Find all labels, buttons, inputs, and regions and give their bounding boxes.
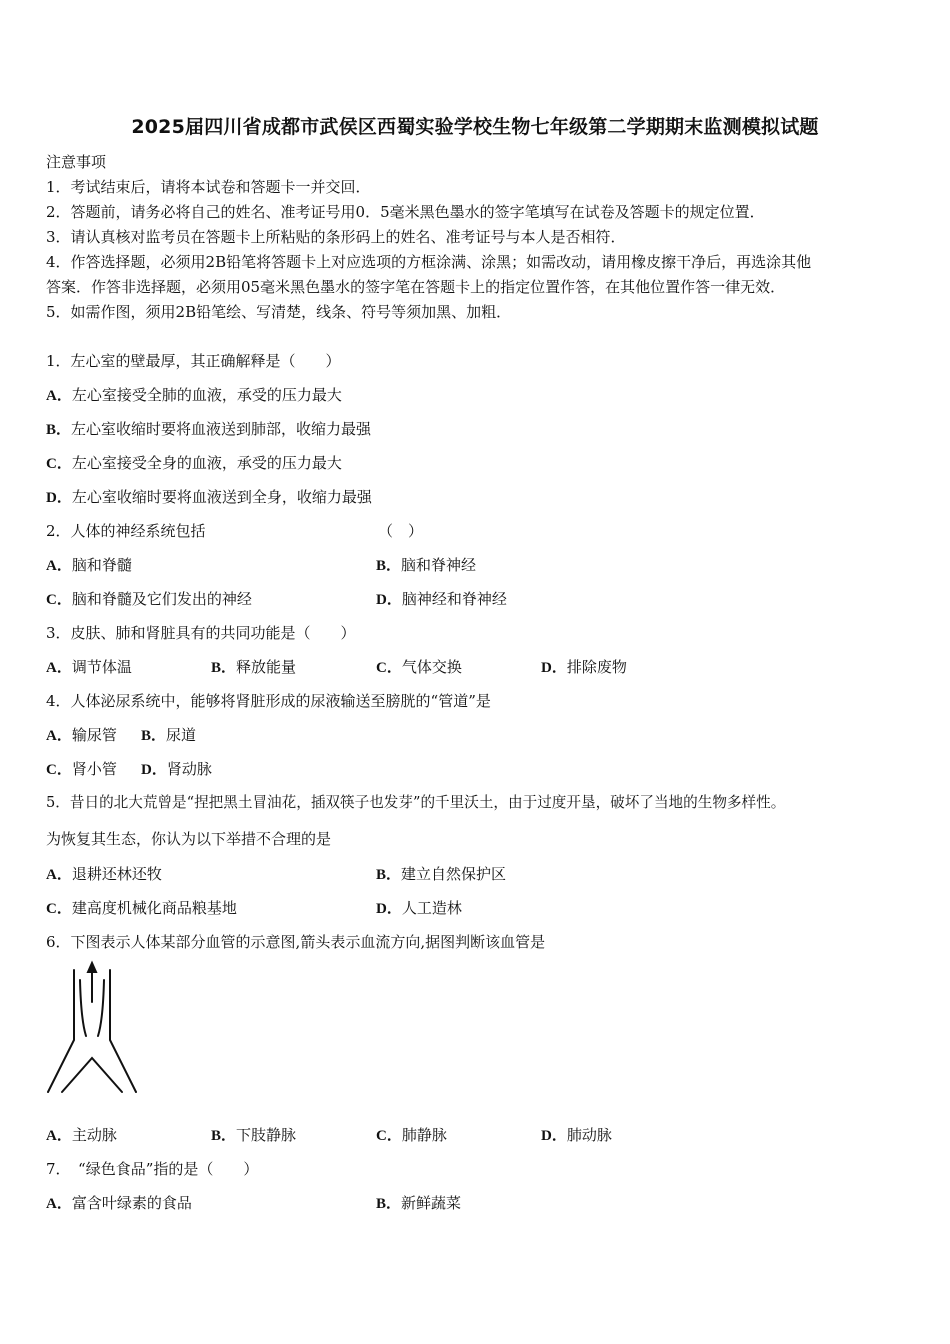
option: A．输尿管 [46, 726, 117, 744]
notice-item: 1．考试结束后，请将本试卷和答题卡一并交回． [46, 178, 371, 196]
option: C．肾小管 [46, 760, 117, 778]
notice-item: 答案．作答非选择题，必须用05毫米黑色墨水的签字笔在答题卡上的指定位置作答，在其他位置作答一律无效． [46, 278, 786, 296]
option: B．释放能量 [211, 658, 297, 676]
notice-heading: 注意事项 [46, 153, 107, 171]
page-title: 2025届四川省成都市武侯区西蜀实验学校生物七年级第二学期期末监测模拟试题 [131, 116, 819, 138]
option: C．建高度机械化商品粮基地 [46, 899, 237, 917]
option: A．左心室接受全肺的血液，承受的压力最大 [46, 386, 342, 404]
notice-item: 4．作答选择题，必须用2B铅笔将答题卡上对应选项的方框涂满、涂黑；如需改动，请用橡皮擦干净后，再选涂其他 [46, 253, 812, 271]
option: A．调节体温 [46, 658, 132, 676]
option: B．左心室收缩时要将血液送到肺部，收缩力最强 [46, 420, 372, 438]
question-stem-continued: 为恢复其生态，你认为以下举措不合理的是 [46, 830, 332, 848]
option: D．排除废物 [541, 658, 627, 676]
option: A．富含叶绿素的食品 [46, 1194, 192, 1212]
option: B．建立自然保护区 [376, 865, 507, 883]
option: B．脑和脊神经 [376, 556, 477, 574]
question-stem: 7． “绿色食品”指的是（ ） [46, 1160, 259, 1178]
option: C．肺静脉 [376, 1126, 447, 1144]
question-stem: 3．皮肤、肺和肾脏具有的共同功能是（ ） [46, 624, 356, 642]
option: A．脑和脊髓 [46, 556, 132, 574]
option: C．脑和脊髓及它们发出的神经 [46, 590, 252, 608]
option: C．左心室接受全身的血液，承受的压力最大 [46, 454, 342, 472]
blood-vessel-diagram [44, 960, 140, 1102]
option: B．下肢静脉 [211, 1126, 297, 1144]
option: D．左心室收缩时要将血液送到全身，收缩力最强 [46, 488, 372, 506]
notice-item: 3．请认真核对监考员在答题卡上所粘贴的条形码上的姓名、准考证号与本人是否相符． [46, 228, 626, 246]
option: D．人工造林 [376, 899, 462, 917]
option: A．退耕还林还牧 [46, 865, 162, 883]
option: D．肺动脉 [541, 1126, 612, 1144]
option: B．尿道 [141, 726, 197, 744]
option: D．肾动脉 [141, 760, 212, 778]
notice-item: 2．答题前，请务必将自己的姓名、准考证号用0．5毫米黑色墨水的签字笔填写在试卷及答题卡的规定位置． [46, 203, 765, 221]
question-stem: 2．人体的神经系统包括 （ ） [46, 522, 424, 540]
blood-vessel-figure [44, 960, 140, 1098]
notice-item: 5．如需作图，须用2B铅笔绘、写清楚，线条、符号等须加黑、加粗． [46, 303, 512, 321]
question-stem: 6．下图表示人体某部分血管的示意图,箭头表示血流方向,据图判断该血管是 [46, 933, 546, 951]
question-stem: 1．左心室的壁最厚，其正确解释是（ ） [46, 352, 341, 370]
question-stem: 5．昔日的北大荒曾是“捏把黑土冒油花，插双筷子也发芽”的千里沃土，由于过度开垦，破坏了当地的生物多样性。 [46, 794, 786, 811]
option: D．脑神经和脊神经 [376, 590, 507, 608]
question-stem: 4．人体泌尿系统中，能够将肾脏形成的尿液输送至膀胱的“管道”是 [46, 692, 491, 710]
option: C．气体交换 [376, 658, 462, 676]
option: A．主动脉 [46, 1126, 117, 1144]
option: B．新鲜蔬菜 [376, 1194, 462, 1212]
